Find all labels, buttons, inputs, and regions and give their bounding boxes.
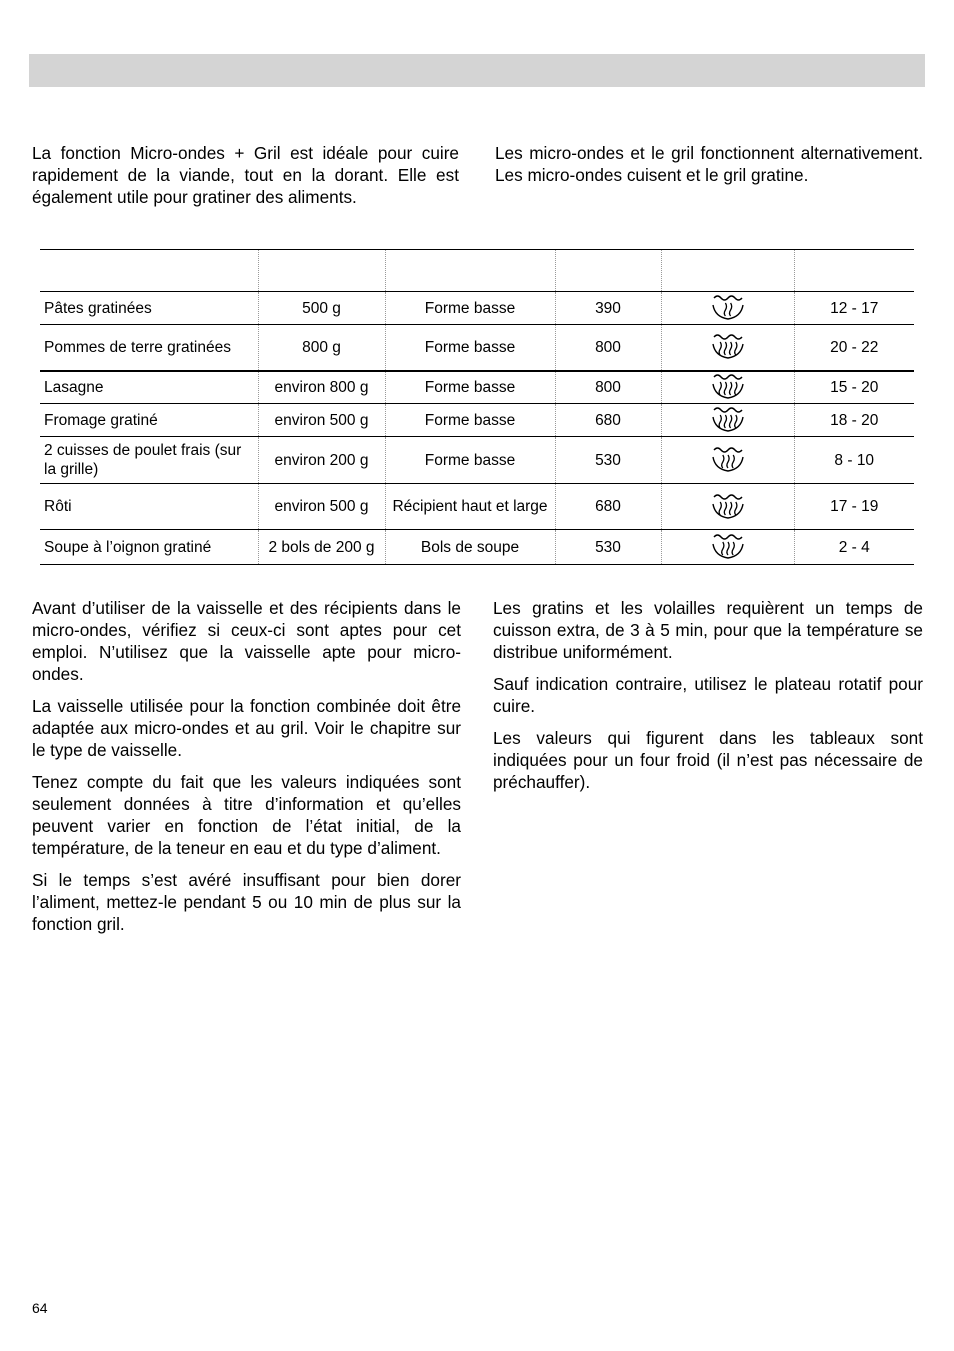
dish-cell: Pâtes gratinées bbox=[40, 292, 258, 325]
power-cell: 530 bbox=[555, 437, 661, 484]
time-cell: 20 - 22 bbox=[794, 325, 914, 371]
power-cell: 800 bbox=[555, 371, 661, 404]
time-cell: 17 - 19 bbox=[794, 484, 914, 530]
time-cell: 8 - 10 bbox=[794, 437, 914, 484]
table-row bbox=[40, 530, 914, 565]
power-cell: 800 bbox=[555, 325, 661, 371]
table-row bbox=[40, 484, 914, 530]
time-cell: 12 - 17 bbox=[794, 292, 914, 325]
grill-level-4-icon bbox=[711, 372, 745, 402]
dish-cell: 2 cuisses de poulet frais (sur la grille) bbox=[40, 437, 258, 484]
grill-level-3-icon bbox=[711, 445, 745, 475]
notes-right-column bbox=[493, 597, 923, 803]
table-row bbox=[40, 371, 914, 404]
power-cell: 680 bbox=[555, 484, 661, 530]
container-cell: Forme basse bbox=[385, 404, 555, 437]
table-row bbox=[40, 404, 914, 437]
note-paragraph: La vaisselle utilisée pour la fonction combinée doit être adaptée aux micro-ondes et au gril. Voir le chapitre sur le type de vaisselle. bbox=[32, 696, 461, 760]
note-paragraph: Tenez compte du fait que les valeurs indiquées sont seulement données à titre d’information et qu’elles peuvent varier en fonction de l’état initial, de la température, de la teneur en eau et du type d’aliment. bbox=[32, 772, 461, 858]
quantity-cell: environ 500 g bbox=[258, 404, 385, 437]
container-cell: Forme basse bbox=[385, 371, 555, 404]
container-cell: Forme basse bbox=[385, 437, 555, 484]
time-cell: 2 - 4 bbox=[794, 530, 914, 565]
grill-level-4-icon bbox=[711, 332, 745, 362]
table-row bbox=[40, 437, 914, 484]
dish-cell: Rôti bbox=[40, 484, 258, 530]
table-row bbox=[40, 325, 914, 371]
header-cell bbox=[555, 250, 661, 292]
intro-right-paragraph: Les micro-ondes et le gril fonctionnent alternativement. Les micro-ondes cuisent et le gril gratine. bbox=[495, 143, 923, 185]
quantity-cell: 500 g bbox=[258, 292, 385, 325]
grill-level-cell bbox=[661, 437, 794, 484]
grill-level-4-icon bbox=[711, 492, 745, 522]
note-paragraph: Les gratins et les volailles requièrent un temps de cuisson extra, de 3 à 5 min, pour que la température se distribue uniformément. bbox=[493, 598, 923, 662]
page-number: 64 bbox=[32, 1300, 48, 1316]
time-cell: 15 - 20 bbox=[794, 371, 914, 404]
container-cell: Bols de soupe bbox=[385, 530, 555, 565]
intro-left-paragraph: La fonction Micro-ondes + Gril est idéale pour cuire rapidement de la viande, tout en la dorant. Elle est également utile pour gratiner des aliments. bbox=[32, 143, 459, 207]
table-row bbox=[40, 292, 914, 325]
grill-level-3-icon bbox=[711, 532, 745, 562]
quantity-cell: environ 200 g bbox=[258, 437, 385, 484]
note-paragraph: Avant d’utiliser de la vaisselle et des récipients dans le micro-ondes, vérifiez si ceux-ci sont aptes pour cet emploi. N’utilisez que la vaisselle apte pour micro-ondes. bbox=[32, 598, 461, 684]
quantity-cell: environ 800 g bbox=[258, 371, 385, 404]
table-header-row bbox=[40, 250, 914, 292]
header-cell bbox=[661, 250, 794, 292]
power-cell: 680 bbox=[555, 404, 661, 437]
note-paragraph: Sauf indication contraire, utilisez le plateau rotatif pour cuire. bbox=[493, 674, 923, 716]
dish-cell: Soupe à l’oignon gratiné bbox=[40, 530, 258, 565]
dish-cell: Lasagne bbox=[40, 371, 258, 404]
note-paragraph: Les valeurs qui figurent dans les tableaux sont indiquées pour un four froid (il n’est pas nécessaire de préchauffer). bbox=[493, 728, 923, 792]
quantity-cell: 800 g bbox=[258, 325, 385, 371]
grill-level-cell bbox=[661, 530, 794, 565]
grill-level-cell bbox=[661, 404, 794, 437]
dish-cell: Pommes de terre gratinées bbox=[40, 325, 258, 371]
power-cell: 530 bbox=[555, 530, 661, 565]
container-cell: Forme basse bbox=[385, 292, 555, 325]
grill-level-cell bbox=[661, 371, 794, 404]
grill-level-cell bbox=[661, 292, 794, 325]
header-cell bbox=[258, 250, 385, 292]
container-cell: Forme basse bbox=[385, 325, 555, 371]
quantity-cell: 2 bols de 200 g bbox=[258, 530, 385, 565]
grill-level-cell bbox=[661, 325, 794, 371]
container-cell: Récipient haut et large bbox=[385, 484, 555, 530]
header-cell bbox=[794, 250, 914, 292]
header-cell bbox=[40, 250, 258, 292]
header-cell bbox=[385, 250, 555, 292]
cooking-table bbox=[40, 249, 914, 565]
grill-level-4-icon bbox=[711, 405, 745, 435]
notes-left-column bbox=[32, 597, 461, 945]
grill-level-2-icon bbox=[711, 293, 745, 323]
section-header-band bbox=[29, 54, 925, 87]
dish-cell: Fromage gratiné bbox=[40, 404, 258, 437]
quantity-cell: environ 500 g bbox=[258, 484, 385, 530]
time-cell: 18 - 20 bbox=[794, 404, 914, 437]
note-paragraph: Si le temps s’est avéré insuffisant pour bien dorer l’aliment, mettez-le pendant 5 ou 10 min de plus sur la fonction gril. bbox=[32, 870, 461, 934]
power-cell: 390 bbox=[555, 292, 661, 325]
grill-level-cell bbox=[661, 484, 794, 530]
